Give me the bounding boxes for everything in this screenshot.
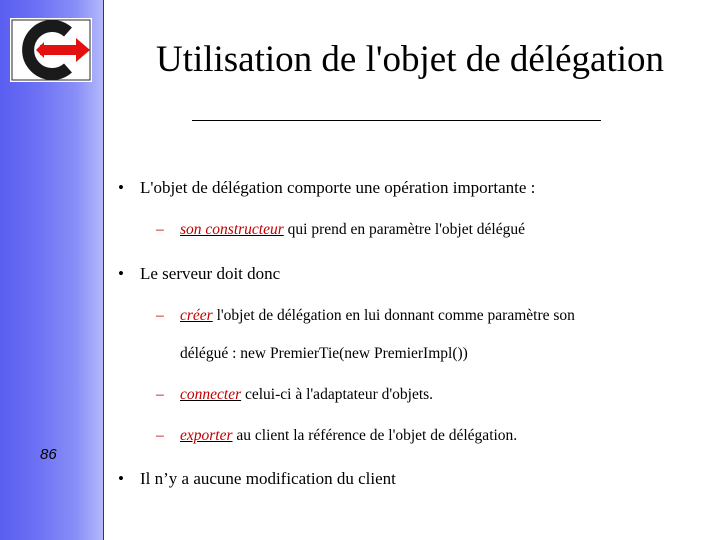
bullet-item-3: • Il n’y a aucune modification du client (118, 469, 396, 488)
c-arrow-logo-icon (10, 18, 92, 82)
bullet-icon: • (118, 264, 124, 283)
emphasis-term: connecter (180, 386, 242, 403)
page-number: 86 (40, 446, 57, 463)
bullet-item-2: • Le serveur doit donc (118, 264, 281, 283)
dash-icon: – (156, 221, 164, 238)
dash-icon: – (156, 307, 164, 324)
dash-icon: – (156, 386, 164, 403)
dash-icon: – (156, 427, 164, 444)
slide-title: Utilisation de l'objet de délégation (155, 39, 665, 80)
sub-item-constructor: – son constructeur qui prend en paramètre l'objet délégué (156, 221, 525, 238)
sidebar (0, 0, 104, 540)
emphasis-term: exporter (180, 427, 233, 444)
sub-item-create-continued: délégué : new PremierTie(new PremierImpl()) (180, 345, 468, 362)
bullet-item-1: • L'objet de délégation comporte une opération importante : (118, 178, 536, 197)
sub-item-connect: – connecter celui-ci à l'adaptateur d'objets. (156, 386, 434, 403)
sub-item-export: – exporter au client la référence de l'objet de délégation. (156, 427, 518, 444)
sub-item-create: – créer l'objet de délégation en lui donnant comme paramètre son (156, 307, 575, 324)
bullet-icon: • (118, 178, 124, 197)
emphasis-term: son constructeur (180, 221, 284, 238)
emphasis-term: créer (180, 307, 213, 324)
title-underline (192, 120, 601, 121)
bullet-icon: • (118, 469, 124, 488)
